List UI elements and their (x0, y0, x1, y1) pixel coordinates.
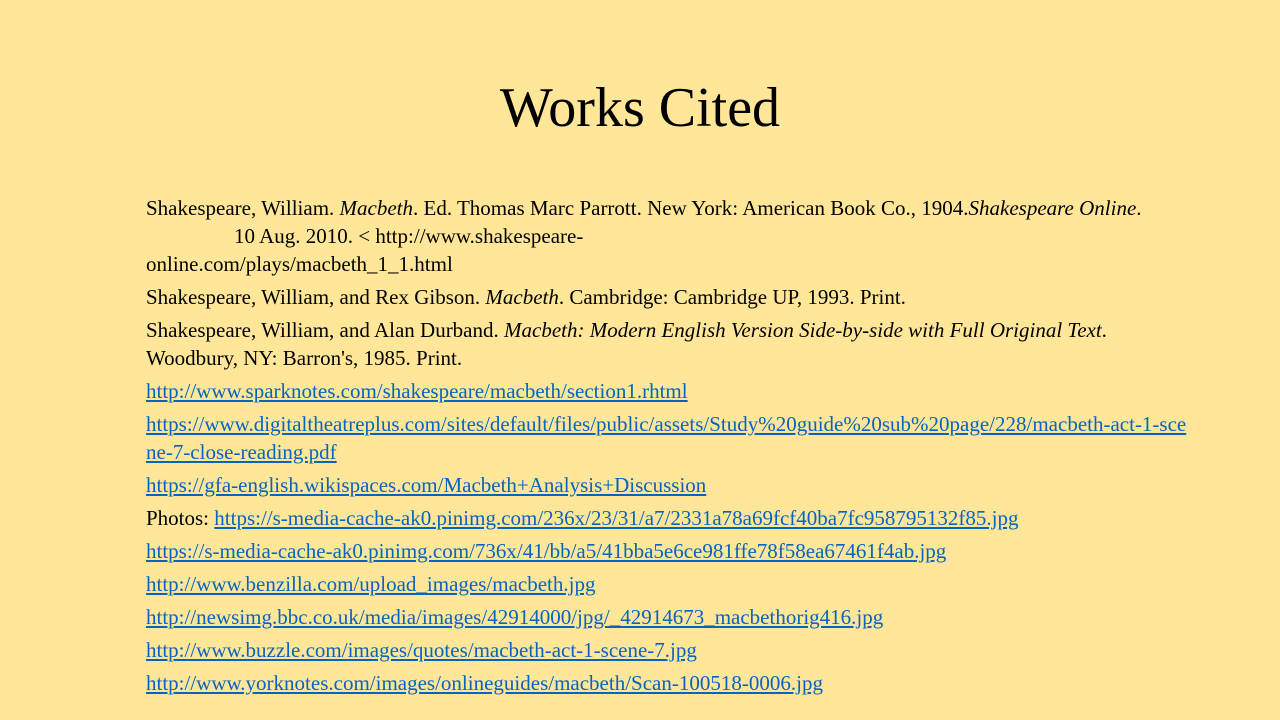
citation-macbeth-durband (146, 316, 1196, 372)
citation-text: . (1136, 196, 1142, 220)
photo-link-2[interactable]: https://s-media-cache-ak0.pinimg.com/736x/41/bb/a5/41bba5e6ce981ffe78f58ea67461f4ab.jpg (146, 539, 947, 563)
citation-text: Shakespeare, William, and Rex Gibson. (146, 285, 486, 309)
citation-yorknotes (146, 669, 1196, 697)
citation-access-date: 10 Aug. 2010. < http://www.shakespeare- (234, 224, 584, 248)
citation-title: Macbeth (339, 196, 414, 220)
citation-photo-2 (146, 537, 1196, 565)
citation-text: Shakespeare, William, and Alan Durband. (146, 318, 505, 342)
photo-link-1[interactable]: https://s-media-cache-ak0.pinimg.com/236x/23/31/a7/2331a78a69fcf40ba7fc958795132f85.jpg (214, 506, 1019, 530)
yorknotes-link[interactable]: http://www.yorknotes.com/images/onlineguides/macbeth/Scan-100518-0006.jpg (146, 671, 823, 695)
citation-macbeth-gibson (146, 283, 1196, 311)
citation-title: Macbeth (485, 285, 559, 309)
photos-label: Photos: (146, 506, 215, 530)
citation-bbc (146, 603, 1196, 631)
citation-text: . Woodbury, NY: Barron's, 1985. Print. (146, 318, 1107, 370)
buzzle-link[interactable]: http://www.buzzle.com/images/quotes/macbeth-act-1-scene-7.jpg (146, 638, 697, 662)
citation-text: . Ed. Thomas Marc Parrott. New York: American Book Co., 1904. (413, 196, 969, 220)
citation-url-text: online.com/plays/macbeth_1_1.html (146, 252, 453, 276)
citation-buzzle (146, 636, 1196, 664)
bbc-link[interactable]: http://newsimg.bbc.co.uk/media/images/42914000/jpg/_42914673_macbethorig416.jpg (146, 605, 884, 629)
citation-photos (146, 504, 1196, 532)
citation-text: . Cambridge: Cambridge UP, 1993. Print. (558, 285, 906, 309)
citation-digitaltheatre (146, 410, 1196, 466)
slide-title: Works Cited (499, 77, 781, 139)
sparknotes-link[interactable]: http://www.sparknotes.com/shakespeare/macbeth/section1.rhtml (146, 379, 688, 403)
citation-macbeth-parrott (146, 194, 1196, 278)
citation-list (146, 194, 1196, 702)
citation-sparknotes (146, 377, 1196, 405)
citation-text: Shakespeare, William. (146, 196, 340, 220)
citation-wikispaces (146, 471, 1196, 499)
citation-benzilla (146, 570, 1196, 598)
citation-source: Shakespeare Online (968, 196, 1137, 220)
benzilla-link[interactable]: http://www.benzilla.com/upload_images/macbeth.jpg (146, 572, 596, 596)
citation-title: Macbeth: Modern English Version Side-by-side with Full Original Text (504, 318, 1102, 342)
wikispaces-link[interactable]: https://gfa-english.wikispaces.com/Macbeth+Analysis+Discussion (146, 473, 707, 497)
digitaltheatre-link[interactable]: https://www.digitaltheatreplus.com/sites/default/files/public/assets/Study%20guide%20sub%20page/228/macbeth-act-1-scene-7-close-reading.pdf (146, 412, 1187, 464)
